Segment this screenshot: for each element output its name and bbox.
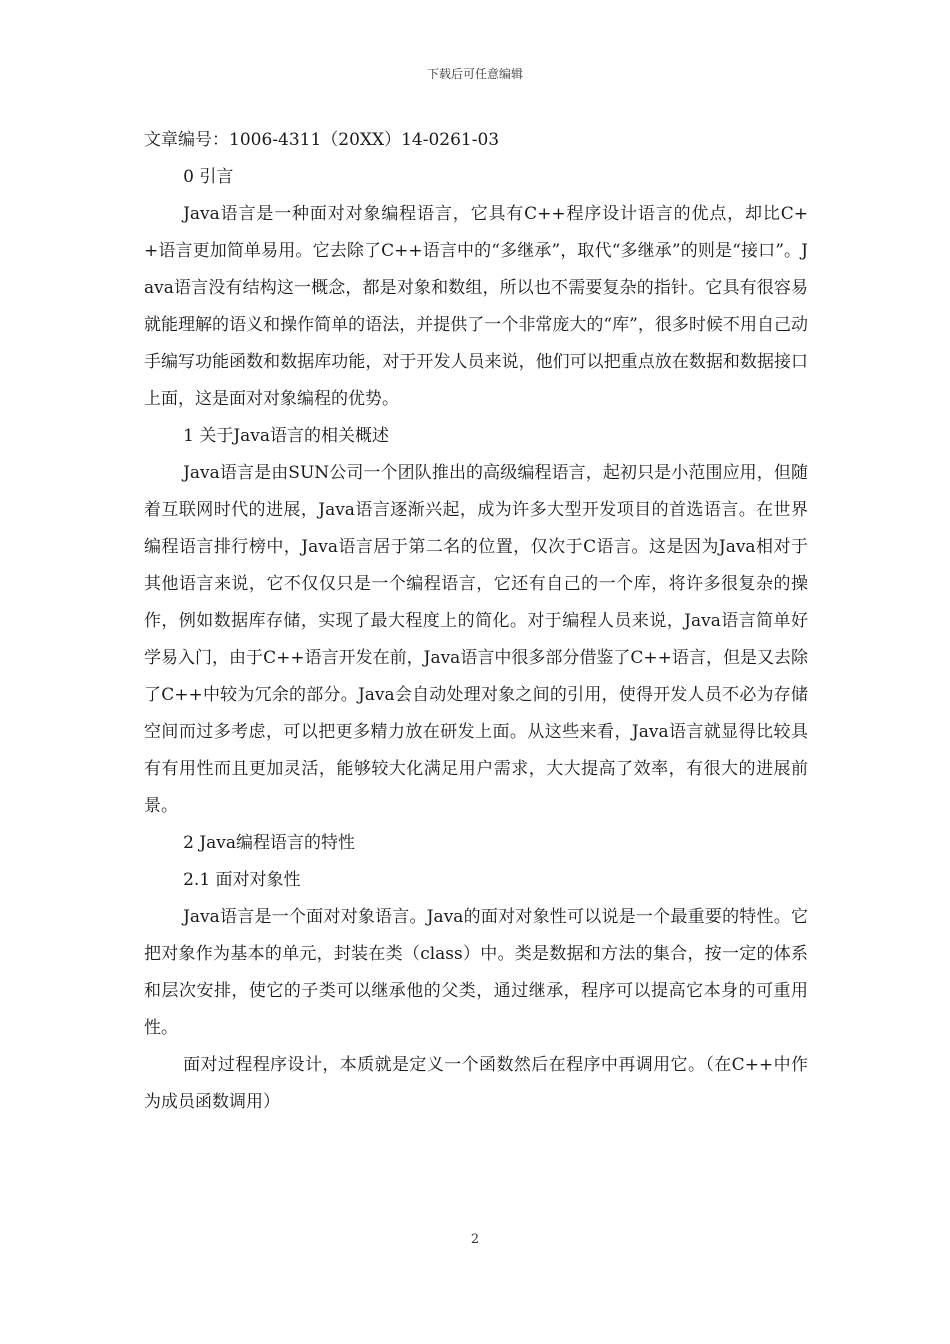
section-heading-overview: 1 关于Java语言的相关概述 — [183, 426, 390, 446]
page-header: 下载后可任意编辑 — [426, 67, 523, 81]
body-paragraph: Java语言是一种面对对象编程语言，它具有C++程序设计语言的优点，却比C++语言更加简单易用。它去除了C++语言中的“多继承”，取代“多继承”的则是“接口”。Java语言没有结构这一概念，都是对象和数组，所以也不需要复杂的指针。它具有很容易就能理解的语义和操作简单的语法，并提供了一个非常庞大的“库”，很多时候不用自己动手编写功能函数和数据库功能，对于开发人员来说，他们可以把重点放在数据和数据接口上面，这是面对对象编程的优势。 — [144, 204, 808, 409]
body-paragraph: Java语言是由SUN公司一个团队推出的高级编程语言，起初只是小范围应用，但随着互联网时代的进展，Java语言逐渐兴起，成为许多大型开发项目的首选语言。在世界编程语言排行榜中，Java语言居于第二名的位置，仅次于C语言。这是因为Java相对于其他语言来说，它不仅仅只是一个编程语言，它还有自己的一个库，将许多很复杂的操作，例如数据库存储，实现了最大程度上的简化。对于编程人员来说，Java语言简单好学易入门，由于C++语言开发在前，Java语言中很多部分借鉴了C++语言，但是又去除了C++中较为冗余的部分。Java会自动处理对象之间的引用，使得开发人员不必为存储空间而过多考虑，可以把更多精力放在研发上面。从这些来看，Java语言就显得比较具有有用性而且更加灵活，能够较大化满足用户需求，大大提高了效率，有很大的进展前景。 — [144, 463, 808, 816]
document-body — [144, 122, 808, 1121]
section-heading-features: 2 Java编程语言的特性 — [183, 833, 356, 853]
body-paragraph: 面对过程程序设计，本质就是定义一个函数然后在程序中再调用它。（在C++中作为成员函数调用） — [144, 1055, 808, 1112]
body-paragraph: Java语言是一个面对对象语言。Java的面对对象性可以说是一个最重要的特性。它把对象作为基本的单元，封装在类（class）中。类是数据和方法的集合，按一定的体系和层次安排，使它的子类可以继承他的父类，通过继承，程序可以提高它本身的可重用性。 — [144, 907, 808, 1038]
subsection-heading-object-oriented: 2.1 面对对象性 — [183, 870, 301, 890]
section-heading-introduction: 0 引言 — [183, 167, 234, 187]
article-number: 文章编号：1006-4311（20XX）14-0261-03 — [144, 130, 500, 150]
page-number: 2 — [470, 1232, 480, 1247]
